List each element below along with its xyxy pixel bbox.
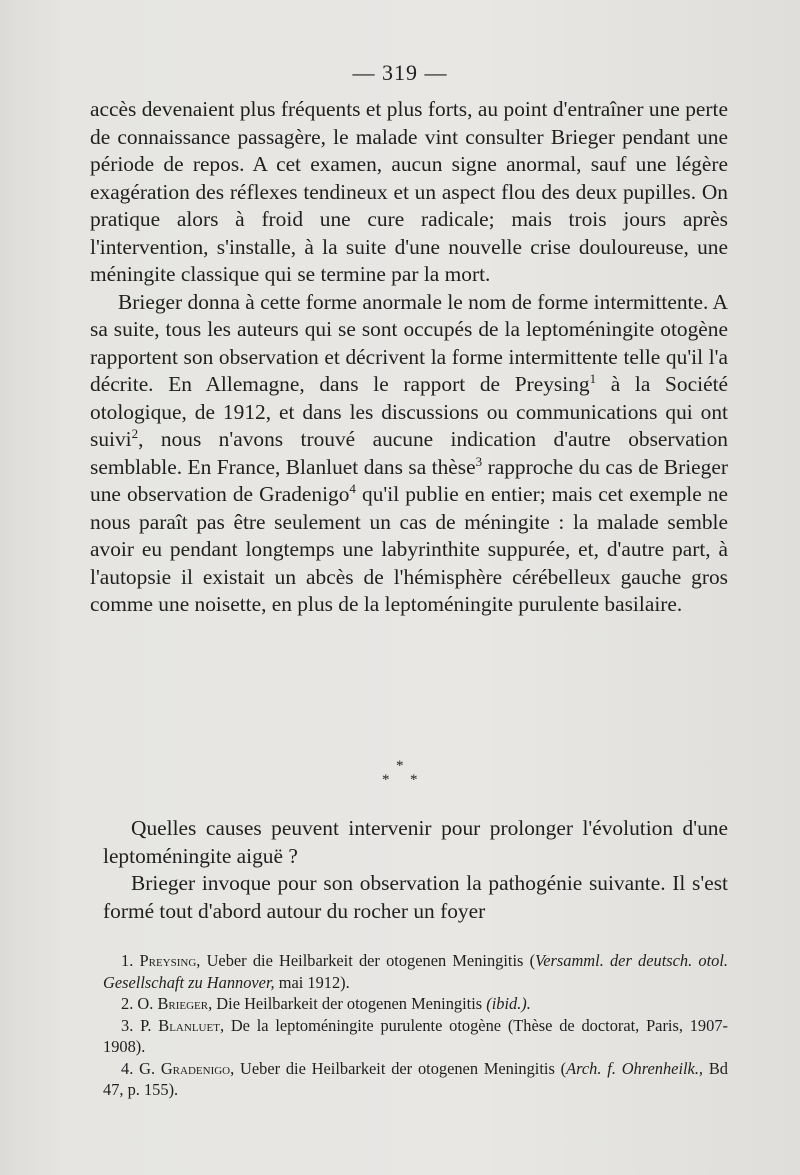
asterism-star-right: *: [410, 772, 418, 788]
footnote-ref-4: 4: [349, 480, 356, 496]
paragraph-1: accès devenaient plus fréquents et plus forts, au point d'entraîner une perte de connaissance passagère, le malade vint consulter Brieger pendant une période de repos. A cet examen, aucun signe anormal, sauf une légère exagération des réflexes tendineux et un aspect flou des deux pupilles. On pratique alors à froid une cure radicale; mais trois jours après l'intervention, s'installe, à la suite d'une nouvelle crise douloureuse, une méningite classique qui se termine par la mort.: [90, 97, 728, 286]
footnote-1-source: Versamml. der deutsch. otol. Gesellschaft zu Hannover,: [103, 951, 728, 992]
footnote-4-author: Gradenigo: [160, 1058, 231, 1078]
footnote-4-tail: Bd 47, p. 155).: [103, 1058, 728, 1099]
footnote-ref-3: 3: [475, 453, 483, 469]
footnote-1-tail: mai 1912).: [274, 972, 350, 992]
section-asterism: [380, 758, 420, 794]
footnote-1-number: 1.: [121, 951, 134, 970]
footnote-1-author: Preysing: [139, 951, 197, 970]
paragraph-2-part-d: rapproche du cas de Brieger une observation de Gradenigo: [90, 454, 728, 506]
footnote-2-author: Brieger: [157, 994, 209, 1013]
footnote-3-number: 3.: [121, 1015, 134, 1035]
footnote-4-initial: G.: [139, 1058, 161, 1078]
footnote-4-source: Arch. f. Ohrenheilk.,: [566, 1058, 704, 1078]
footnote-ref-2: 2: [131, 425, 139, 441]
main-text-continued: [103, 815, 728, 925]
paragraph-2-part-e: qu'il publie en entier; mais cet exemple ne nous paraît pas être seulement un cas de méningite : la malade semble avoir eu pendant longtemps une labyrinthite suppurée, et, d'autre part, à l'autopsie il existait un abcès de l'hémisphère cérébelleux gauche gros comme une noisette, en plus de la leptoméningite purulente basilaire.: [90, 482, 728, 616]
footnote-4-text: , Ueber die Heilbarkeit der otogenen Meningitis (: [230, 1058, 567, 1078]
footnote-1-text: , Ueber die Heilbarkeit der otogenen Meningitis (: [196, 951, 536, 970]
paragraph-4: Brieger invoque pour son observation la pathogénie suivante. Il s'est formé tout d'abord autour du rocher un foyer: [103, 871, 728, 923]
footnote-3-author: Blanluet: [158, 1015, 220, 1035]
footnote-4-number: 4.: [121, 1058, 134, 1078]
asterism-star-left: *: [382, 772, 390, 788]
footnote-3-text: , De la leptoméningite purulente otogène (Thèse de doctorat, Paris, 1907-1908).: [103, 1015, 728, 1056]
main-text: [90, 96, 728, 619]
footnote-2-text: , Die Heilbarkeit der otogenen Meningitis: [208, 994, 487, 1013]
paragraph-2: [90, 289, 728, 619]
footnote-2-source: (ibid.).: [486, 994, 531, 1013]
footnote-2: [103, 993, 728, 1015]
footnote-ref-1: 1: [589, 370, 597, 386]
paragraph-2-part-b: à la Société otologique, de 1912, et dans les discussions ou communications qui ont suivi: [90, 372, 729, 451]
page-number: — 319 —: [352, 60, 448, 85]
footnote-3-initial: P.: [140, 1015, 159, 1035]
footnotes: [103, 950, 728, 1101]
footnote-2-initial: O.: [137, 994, 158, 1013]
paragraph-2-part-a: Brieger donna à cette forme anormale le nom de forme intermittente. A sa suite, tous les auteurs qui se sont occupés de la leptoméningite otogène rapportent son observation et décrivent la forme intermittente telle qu'il l'a décrite. En Allemagne, dans le rapport de Preysing: [90, 289, 728, 396]
footnote-3: [103, 1015, 728, 1058]
paragraph-3: Quelles causes peuvent intervenir pour prolonger l'évolution d'une leptoméningite aiguë ?: [103, 816, 728, 868]
footnote-4: [103, 1058, 728, 1101]
asterism-star-top: *: [396, 758, 404, 774]
paragraph-2-part-c: , nous n'avons trouvé aucune indication d'autre observation semblable. En France, Blanluet dans sa thèse: [90, 427, 728, 479]
footnote-1: [103, 950, 728, 993]
footnote-2-number: 2.: [121, 994, 134, 1013]
